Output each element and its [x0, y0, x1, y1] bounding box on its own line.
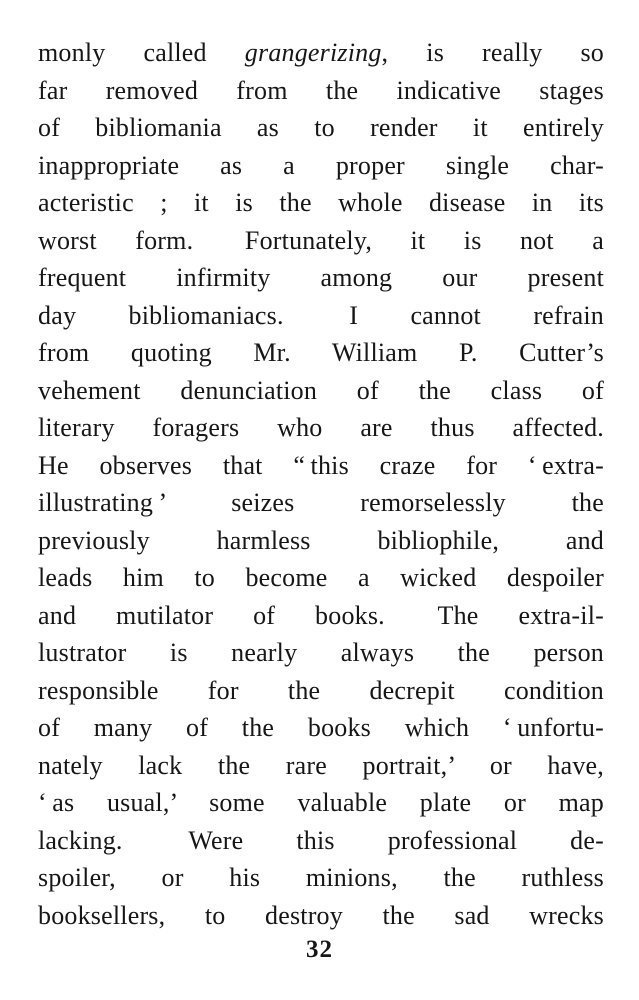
text-line: worst form. Fortunately, it is not a [38, 225, 604, 255]
text-line: far removed from the indicative stages [38, 75, 604, 105]
text-line: of bibliomania as to render it entirely [38, 113, 604, 142]
text-line [38, 34, 604, 72]
text-line: booksellers, to destroy the sad wrecks [38, 900, 604, 930]
text-line: previously harmless bibliophile, and [38, 525, 604, 555]
text-line: spoiler, or his minions, the ruthless [38, 863, 604, 892]
text-line: from quoting Mr. William P. Cutter’s [38, 338, 604, 367]
text-line: ‘ as usual,’ some valuable plate or map [38, 788, 604, 817]
italic-term: grangerizing [244, 38, 382, 67]
text-line: He observes that “ this craze for ‘ extra- [38, 450, 604, 480]
text-line: illustrating ’ seizes remorselessly the [38, 488, 604, 517]
text-line: vehement denunciation of the class of [38, 375, 604, 405]
text-line: and mutilator of books. The extra-il- [38, 600, 604, 630]
text-line: leads him to become a wicked despoiler [38, 563, 604, 592]
text-line: inappropriate as a proper single char- [38, 150, 604, 180]
page-number: 32 [306, 936, 333, 963]
text-line: frequent infirmity among our present [38, 263, 604, 292]
text-line: responsible for the decrepit condition [38, 675, 604, 705]
text-segment: monly called [38, 38, 245, 67]
text-line: lustrator is nearly always the person [38, 638, 604, 667]
text-line: of many of the books which ‘ unfortu- [38, 713, 604, 742]
text-line: literary foragers who are thus affected. [38, 413, 604, 442]
text-segment: , is really so [381, 38, 604, 67]
text-line: lacking. Were this professional de- [38, 825, 604, 855]
body-text [38, 34, 604, 934]
text-line: acteristic ; it is the whole disease in its [38, 188, 604, 217]
text-line: nately lack the rare portrait,’ or have, [38, 750, 604, 780]
text-line: day bibliomaniacs. I cannot refrain [38, 300, 604, 330]
